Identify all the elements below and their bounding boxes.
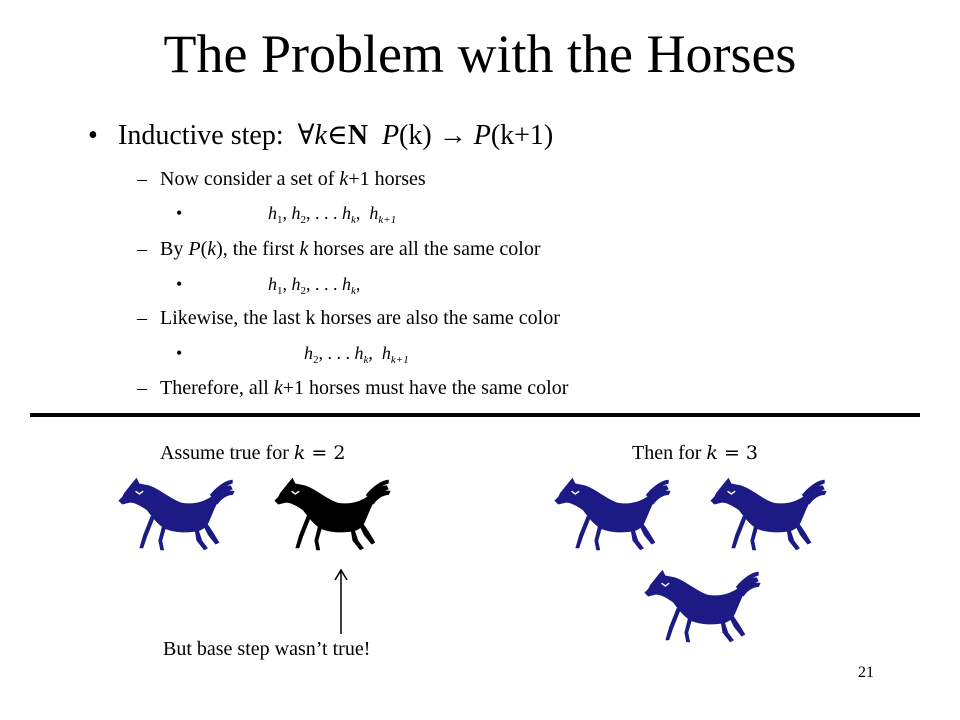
formula-1: $h_1$, $h_2$, . . . $h_k$, $h_{k+1}$: [268, 203, 397, 226]
right-caption: Then for k = 3: [632, 442, 759, 464]
bullet-icon: •: [176, 274, 183, 294]
var-k: k: [207, 238, 217, 260]
dash-icon: –: [137, 377, 147, 399]
var-k: k: [299, 238, 309, 260]
var-k: k: [314, 120, 327, 151]
bottom-caption: But base step wasn’t true!: [163, 638, 371, 660]
sub-bullet-4: [137, 375, 568, 401]
sub-bullet-text: By: [160, 238, 189, 260]
p-k-arg: (k): [399, 120, 432, 151]
sub-bullet-text: Therefore, all: [160, 377, 274, 399]
var-k: k: [273, 377, 283, 399]
left-caption: Assume true for k = 2: [160, 442, 346, 464]
formula-2: $h_1$, $h_2$, . . . $h_k$,: [268, 274, 361, 297]
dash-icon: –: [137, 238, 147, 260]
sub-bullet-1: [137, 166, 426, 192]
predicate-p: P: [188, 238, 201, 260]
p-k1-arg: (k+1): [490, 120, 554, 151]
sub-bullet-text: Likewise, the last k horses are also the same color: [160, 307, 560, 329]
sub-bullet-text: +1 horses: [348, 168, 426, 190]
formula-bullet-2: [176, 272, 361, 297]
implies-arrow: →: [431, 120, 474, 151]
bullet-icon: •: [176, 343, 183, 363]
element-of-symbol: ∈: [326, 120, 348, 151]
predicate-p: P: [473, 120, 491, 151]
up-arrow-icon: [326, 568, 356, 636]
slide-title: The Problem with the Horses: [163, 24, 797, 84]
blue-horse-icon: [550, 474, 675, 554]
naturals-symbol: N: [347, 120, 368, 151]
blue-horse-icon: [114, 474, 239, 554]
predicate-p: P: [381, 120, 400, 151]
formula-bullet-1: [176, 201, 397, 226]
var-k: k: [339, 168, 349, 190]
main-bullet-text: [118, 118, 553, 154]
dash-icon: –: [137, 168, 147, 190]
blue-horse-icon: [640, 566, 765, 646]
bullet-icon: •: [88, 120, 98, 151]
sub-bullet-3: [137, 305, 560, 331]
dash-icon: –: [137, 307, 147, 329]
blue-horse-icon: [706, 474, 831, 554]
sub-bullet-text: horses are all the same color: [308, 238, 541, 260]
page-number: 21: [858, 664, 874, 681]
main-bullet-label: Inductive step:: [118, 120, 284, 151]
forall-symbol: ∀: [297, 120, 315, 151]
bullet-icon: •: [176, 203, 183, 223]
sub-bullet-text: , the first: [222, 238, 300, 260]
sub-bullet-2: – By P(k), the first k horses are all the same color: [137, 238, 541, 260]
formula-3: $h_2$, . . . $h_k$, $h_{k+1}$: [304, 343, 409, 366]
divider-line: [30, 413, 920, 417]
sub-bullet-text: +1 horses must have the same color: [282, 377, 569, 399]
formula-bullet-3: [176, 341, 409, 366]
sub-bullet-text: Now consider a set of: [160, 168, 340, 190]
black-horse-icon: [270, 474, 395, 554]
